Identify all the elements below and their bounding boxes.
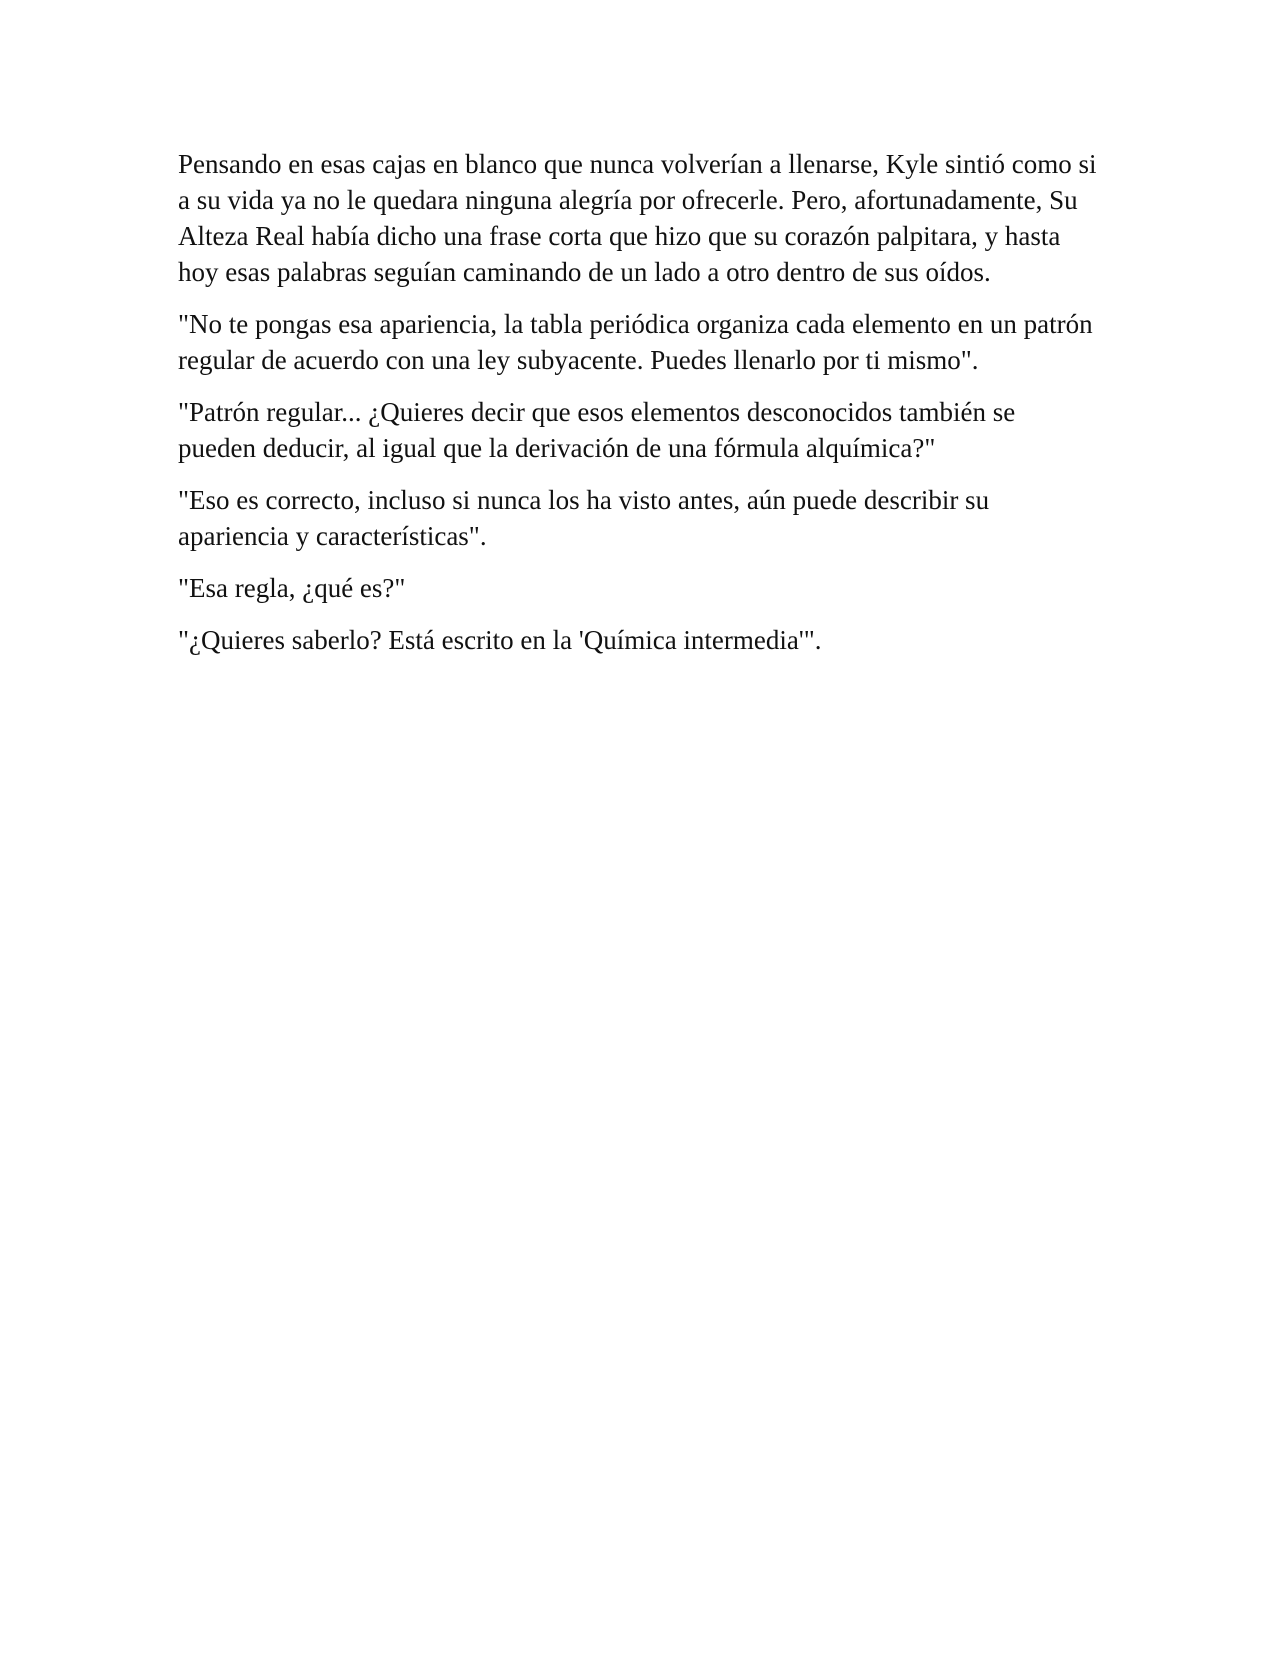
paragraph-4: "Eso es correcto, incluso si nunca los ha visto antes, aún puede describir su apariencia y características". — [178, 485, 990, 551]
paragraph-6: "¿Quieres saberlo? Está escrito en la 'Química intermedia'". — [178, 625, 822, 655]
document-body — [178, 146, 1098, 674]
paragraph-2: "No te pongas esa apariencia, la tabla periódica organiza cada elemento en un patrón regular de acuerdo con una ley subyacente. Puedes llenarlo por ti mismo". — [178, 309, 1093, 375]
paragraph-3: "Patrón regular... ¿Quieres decir que esos elementos desconocidos también se pueden deducir, al igual que la derivación de una fórmula alquímica?" — [178, 397, 1016, 463]
paragraph-5: "Esa regla, ¿qué es?" — [178, 573, 406, 603]
paragraph-1: Pensando en esas cajas en blanco que nunca volverían a llenarse, Kyle sintió como si a su vida ya no le quedara ninguna alegría por ofrecerle. Pero, afortunadamente, Su Alteza Real había dicho una frase corta que hizo que su corazón palpitara, y hasta hoy esas palabras seguían caminando de un lado a otro dentro de sus oídos. — [178, 149, 1097, 287]
